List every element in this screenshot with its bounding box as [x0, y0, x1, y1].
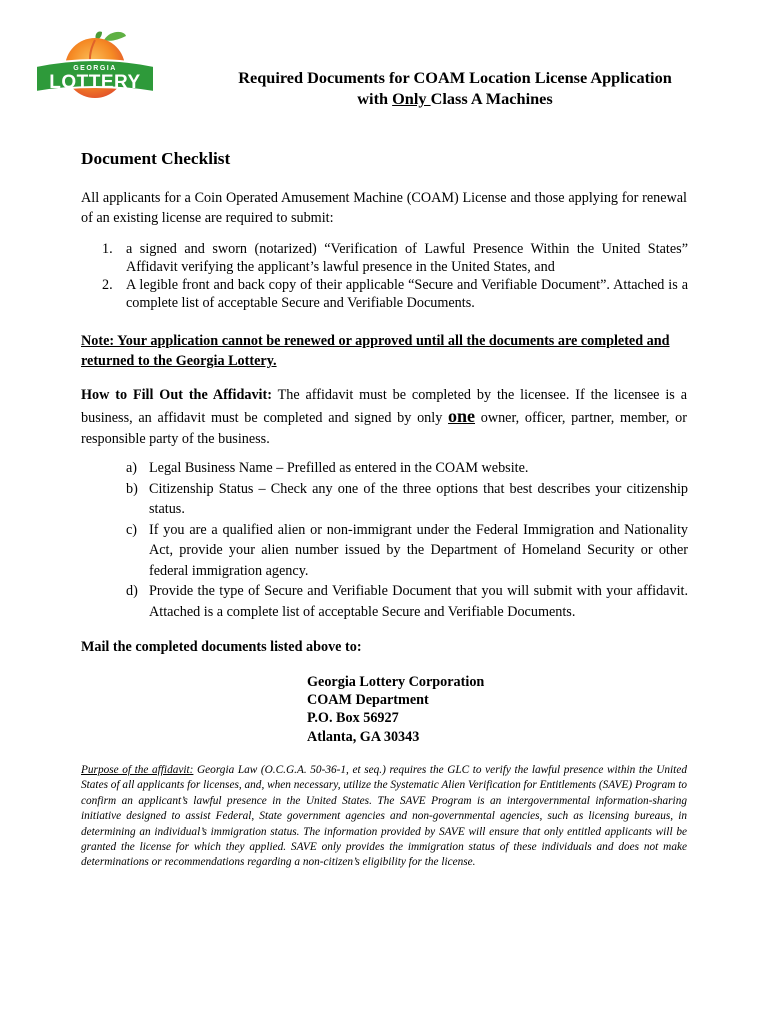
logo-top-text: GEORGIA — [73, 65, 117, 72]
howto-text-post: owner, officer, partner, member, or responsible party of the business. — [81, 410, 687, 447]
list-item — [96, 240, 688, 276]
list-letter: a) — [126, 460, 138, 476]
list-item-text: A legible front and back copy of their applicable “Secure and Verifiable Document”. Attached is a complete list of acceptable Secure and Verifiable Documents. — [126, 277, 688, 311]
list-item — [126, 520, 688, 582]
list-item — [96, 276, 688, 312]
list-item — [126, 581, 688, 622]
list-item — [126, 479, 688, 520]
section-heading: Document Checklist — [81, 149, 231, 168]
list-letter: d) — [126, 583, 138, 599]
list-item-text: a signed and sworn (notarized) “Verification of Lawful Presence Within the United States” Affidavit verifying the applicant’s lawful presence in the United States, and — [126, 241, 688, 275]
howto-paragraph — [81, 385, 687, 450]
mail-heading: Mail the completed documents listed above to: — [81, 639, 362, 655]
mailing-address — [307, 673, 484, 746]
list-item-text: If you are a qualified alien or non-immigrant under the Federal Immigration and Nationality Act, provide your alien number issued by the Department of Homeland Security or other federal immigration agency. — [149, 521, 688, 579]
address-line-3: P.O. Box 56927 — [307, 710, 399, 727]
purpose-label: Purpose of the affidavit: — [81, 764, 194, 776]
title-line-2-suffix: Class A Machines — [430, 89, 553, 108]
intro-paragraph: All applicants for a Coin Operated Amusement Machine (COAM) License and those applying for renewal of an existing license are required to submit: — [81, 190, 687, 226]
list-item — [126, 458, 688, 479]
requirements-list — [96, 240, 688, 312]
logo-main-text: LOTTERY — [49, 72, 141, 93]
list-letter: c) — [126, 521, 138, 538]
title-line-1: Required Documents for COAM Location License Application — [238, 68, 672, 87]
howto-label: How to Fill Out the Affidavit: — [81, 387, 272, 403]
howto-text-pre: The affidavit must be completed by the licensee. If the licensee is a business, an affidavit must be completed and signed by only — [81, 387, 687, 426]
list-item-text: Provide the type of Secure and Verifiable Document that you will submit with your affidavit. Attached is a complete list of acceptable Secure and Verifiable Documents. — [149, 583, 688, 620]
affidavit-steps-list — [126, 458, 688, 622]
address-line-4: Atlanta, GA 30343 — [307, 728, 420, 745]
address-line-2: COAM Department — [307, 692, 429, 709]
title-line-2-underlined: Only — [392, 89, 431, 108]
list-number: 2. — [102, 277, 113, 293]
address-line-1: Georgia Lottery Corporation — [307, 674, 485, 690]
list-item-text: Legal Business Name – Prefilled as entered in the COAM website. — [149, 460, 529, 476]
page-title — [160, 67, 750, 109]
list-letter: b) — [126, 480, 138, 497]
purpose-text: Georgia Law (O.C.G.A. 50-36-1, et seq.) requires the GLC to verify the lawful presence within the United States of all applicants for licenses, and, when necessary, utilize the Systematic Alien Verification for Entitlements (SAVE) Program to confirm an applicant’s lawful presence in the United States. The SAVE Program is an intergovernmental information-sharing initiative designed to assist Federal, State government agencies and non-governmental agencies, such as licensing bureaus, in determining an individual’s immigration status. The information provided by SAVE will ensure that only entitled applicants will be granted the license for which they applied. SAVE only provides the immigration status of these individuals and does not make determinations or recommendations regarding a non-citizen’s eligibility for the license. — [81, 764, 687, 869]
list-item-text: Citizenship Status – Check any one of the three options that best describes your citizenship status. — [149, 480, 688, 517]
list-number: 1. — [102, 241, 113, 257]
note-paragraph: Note: Your application cannot be renewed or approved until all the documents are completed and returned to the Georgia Lottery. — [81, 333, 670, 369]
title-line-2 — [160, 88, 750, 109]
title-line-2-prefix: with — [357, 89, 393, 108]
georgia-lottery-logo — [30, 30, 160, 108]
purpose-footnote — [81, 763, 687, 871]
howto-emphasis: one — [448, 406, 476, 426]
